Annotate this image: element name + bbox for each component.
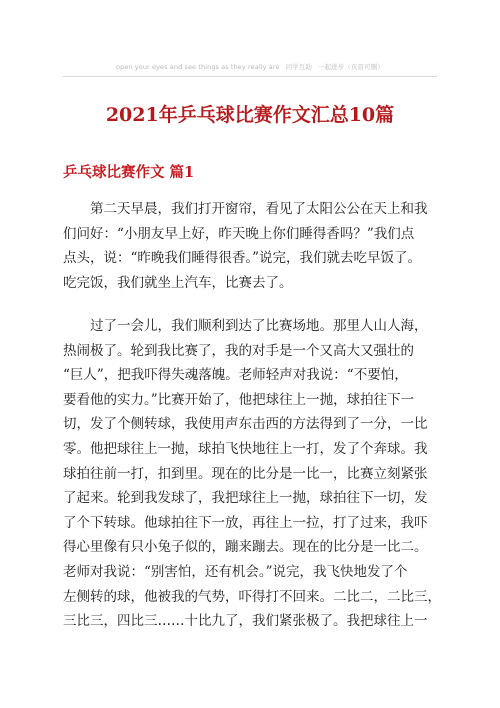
paragraph-line: 第二天早晨，我们打开窗帘，看见了太阳公公在天上和我 [90,201,428,217]
page-header [0,62,500,71]
paragraph-line: “巨人”，把我吓得失魂落魄。老师轻声对我说：“不要怕， [63,367,408,384]
paragraph-2 [63,314,441,634]
section-heading: 乒乓球比赛作文 篇1 [63,164,195,181]
paragraph-line: 热闹极了。轮到我比赛了，我的对手是一个又高大又强壮的 [63,342,414,359]
paragraph-line: 左侧转的球，他被我的气势，吓得打不回来。二比二，二比三， [63,588,441,605]
paragraph-line: 三比三，四比三……十比九了，我们紧张极了。我把球往上一 [63,613,428,630]
header-divider [63,76,437,77]
paragraph-line: 零。他把球往上一抛，球拍飞快地往上一打，发了个奔球。我 [63,440,428,457]
paragraph-line: 了个下转球。他球拍往下一放，再往上一拉，打了过来，我吓 [63,514,428,531]
paragraph-line: 要看他的实力。”比赛开始了，他把球往上一抛，球拍往下一 [63,391,415,408]
paragraph-line: 切，发了个侧转球，我使用声东击西的方法得到了一分，一比 [63,416,428,433]
header-motto: open your eyes and see things as they really are [116,63,280,71]
paragraph-line: 点头，说：“昨晚我们睡得很香。”说完，我们就去吃早饭了。 [63,250,422,267]
header-mid: 同学互助 [285,63,312,71]
paragraph-line: 老师对我说：“别害怕，还有机会。”说完，我飞快地发了个 [63,563,408,580]
paragraph-line: 了起来。轮到我发球了，我把球往上一抛，球拍往下一切，发 [63,490,428,507]
paragraph-line: 得心里像有只小兔子似的，蹦来蹦去。现在的比分是一比二。 [63,539,428,556]
header-note: 一起进步（页眉可删） [317,63,384,71]
paragraph-1 [63,197,437,295]
paragraph-line: 球拍往前一打，扣到里。现在的比分是一比一，比赛立刻紧张 [63,465,428,482]
document-title: 2021年乒乓球比赛作文汇总10篇 [105,104,395,126]
paragraph-line: 过了一会儿，我们顺利到达了比赛场地。那里人山人海， [90,318,428,334]
paragraph-line: 吃完饭，我们就坐上汽车，比赛去了。 [63,274,293,291]
paragraph-line: 们问好：“小朋友早上好，昨天晚上你们睡得香吗？”我们点 [63,225,415,242]
